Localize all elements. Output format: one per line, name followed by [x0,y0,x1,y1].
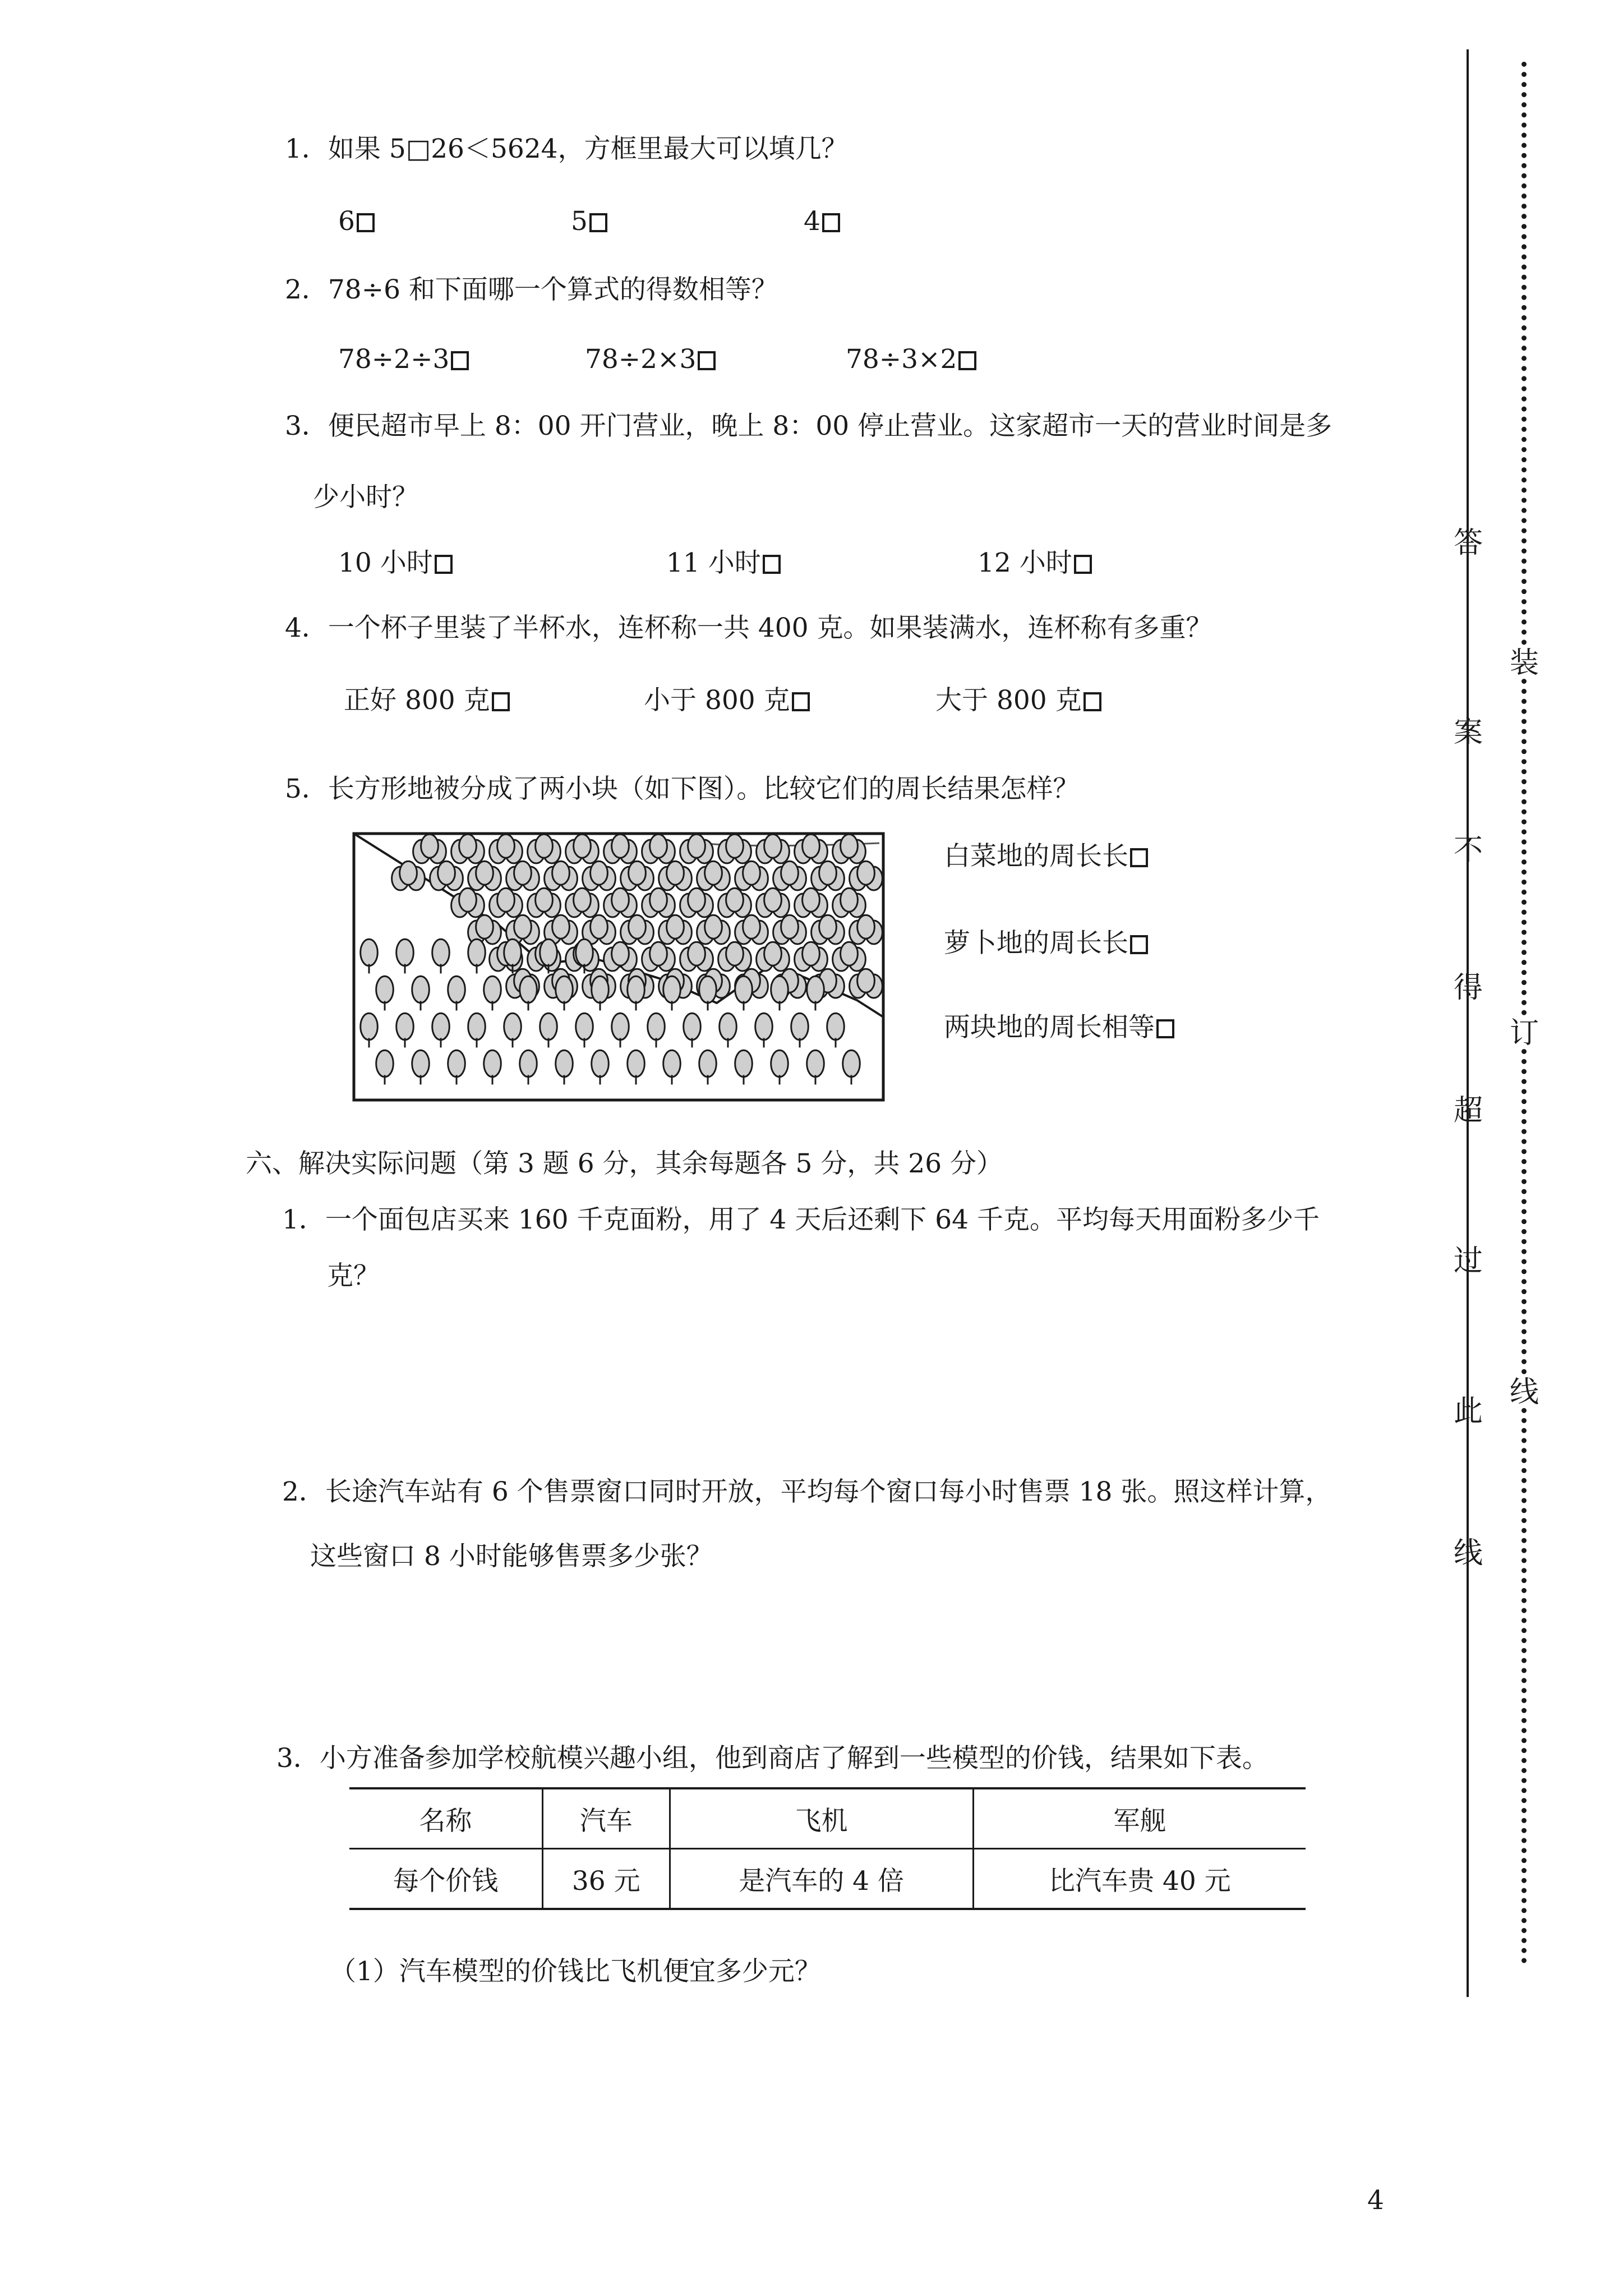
binding-char-zhuang: 装 [1509,646,1539,680]
option-q2-b[interactable]: 78÷2×3 [585,343,716,376]
checkbox[interactable] [451,351,469,370]
checkbox[interactable] [1130,848,1148,867]
table-cell: 汽车 [542,1788,670,1849]
checkbox[interactable] [1130,935,1148,954]
option-q4-b[interactable]: 小于 800 克 [644,684,810,717]
checkbox[interactable] [1074,555,1092,574]
checkbox[interactable] [763,555,781,574]
problem-2-line1: 2．长途汽车站有 6 个售票窗口同时开放，平均每个窗口每小时售票 18 张。照这样计算， [282,1476,1332,1507]
question-3-line1: 3．便民超市早上 8：00 开门营业，晚上 8：00 停止营业。这家超市一天的营业时间是多 [285,411,1332,441]
margin-dotted-line [1521,1408,1527,1963]
question-4: 4．一个杯子里装了半杯水，连杯称一共 400 克。如果装满水，连杯称有多重？ [285,613,1212,643]
warning-char: 线 [1453,1536,1483,1570]
price-table [349,1787,1306,1910]
margin-solid-line [1467,49,1469,1997]
checkbox[interactable] [822,213,840,232]
option-q1-c[interactable]: 4 [804,205,840,238]
checkbox[interactable] [589,213,607,232]
option-q4-a[interactable]: 正好 800 克 [344,684,510,717]
table-cell: 是汽车的 4 倍 [670,1849,973,1910]
question-3-line2: 少小时？ [313,482,418,513]
option-q3-a[interactable]: 10 小时 [338,546,453,580]
checkbox[interactable] [435,555,453,574]
checkbox[interactable] [792,692,810,711]
option-q3-b[interactable]: 11 小时 [666,546,781,580]
option-q1-b[interactable]: 5 [571,205,607,238]
table-cell: 军舰 [973,1788,1306,1849]
warning-char: 答 [1453,526,1483,560]
option-q5-c[interactable]: 两块地的周长相等 [944,1011,1174,1045]
question-5: 5．长方形地被分成了两小块（如下图）。比较它们的周长结果怎样？ [285,774,1080,804]
problem-3-intro: 3．小方准备参加学校航模兴趣小组，他到商店了解到一些模型的价钱，结果如下表。 [276,1743,1269,1774]
question-2: 2．78÷6 和下面哪一个算式的得数相等？ [285,274,778,305]
table-header-row [349,1788,1306,1849]
option-q5-b[interactable]: 萝卜地的周长长 [944,927,1148,960]
option-q2-c[interactable]: 78÷3×2 [846,343,976,376]
table-cell: 36 元 [542,1849,670,1910]
checkbox[interactable] [1156,1019,1174,1038]
checkbox[interactable] [1083,692,1101,711]
question-1: 1．如果 5□26＜5624，方框里最大可以填几？ [285,134,848,164]
margin-dotted-line [1521,679,1527,1015]
checkbox[interactable] [698,351,716,370]
problem-3-subquestion-1: （1）汽车模型的价钱比飞机便宜多少元？ [330,1956,821,1987]
warning-char: 不 [1453,834,1483,867]
problem-1-line1: 1．一个面包店买来 160 千克面粉，用了 4 天后还剩下 64 千克。平均每天用面粉多少千 [282,1204,1320,1235]
section-6-heading: 六、解决实际问题（第 3 题 6 分，其余每题各 5 分，共 26 分） [246,1148,1003,1179]
checkbox[interactable] [492,692,510,711]
table-cell: 每个价钱 [349,1849,542,1910]
option-q3-c[interactable]: 12 小时 [978,546,1092,580]
vegetable-field-illustration [352,832,885,1102]
warning-char: 得 [1453,971,1483,1005]
table-row [349,1849,1306,1910]
option-q1-a[interactable]: 6 [338,205,375,238]
warning-char: 案 [1453,716,1483,749]
warning-char: 超 [1453,1094,1483,1128]
warning-char: 此 [1453,1395,1483,1428]
option-q4-c[interactable]: 大于 800 克 [935,684,1101,717]
option-q5-a[interactable]: 白菜地的周长长 [944,840,1148,873]
margin-dotted-line [1521,62,1527,645]
option-q2-a[interactable]: 78÷2÷3 [338,343,469,376]
warning-char: 过 [1453,1244,1483,1278]
table-cell: 比汽车贵 40 元 [973,1849,1306,1910]
binding-char-ding: 订 [1509,1016,1539,1050]
table-cell: 飞机 [670,1788,973,1849]
checkbox[interactable] [357,213,375,232]
page-number: 4 [1367,2185,1384,2216]
problem-1-line2: 克？ [327,1260,380,1291]
checkbox[interactable] [958,351,976,370]
problem-2-line2: 这些窗口 8 小时能够售票多少张？ [310,1541,713,1572]
table-cell: 名称 [349,1788,542,1849]
binding-char-xian: 线 [1509,1375,1539,1409]
margin-dotted-line [1521,1049,1527,1374]
